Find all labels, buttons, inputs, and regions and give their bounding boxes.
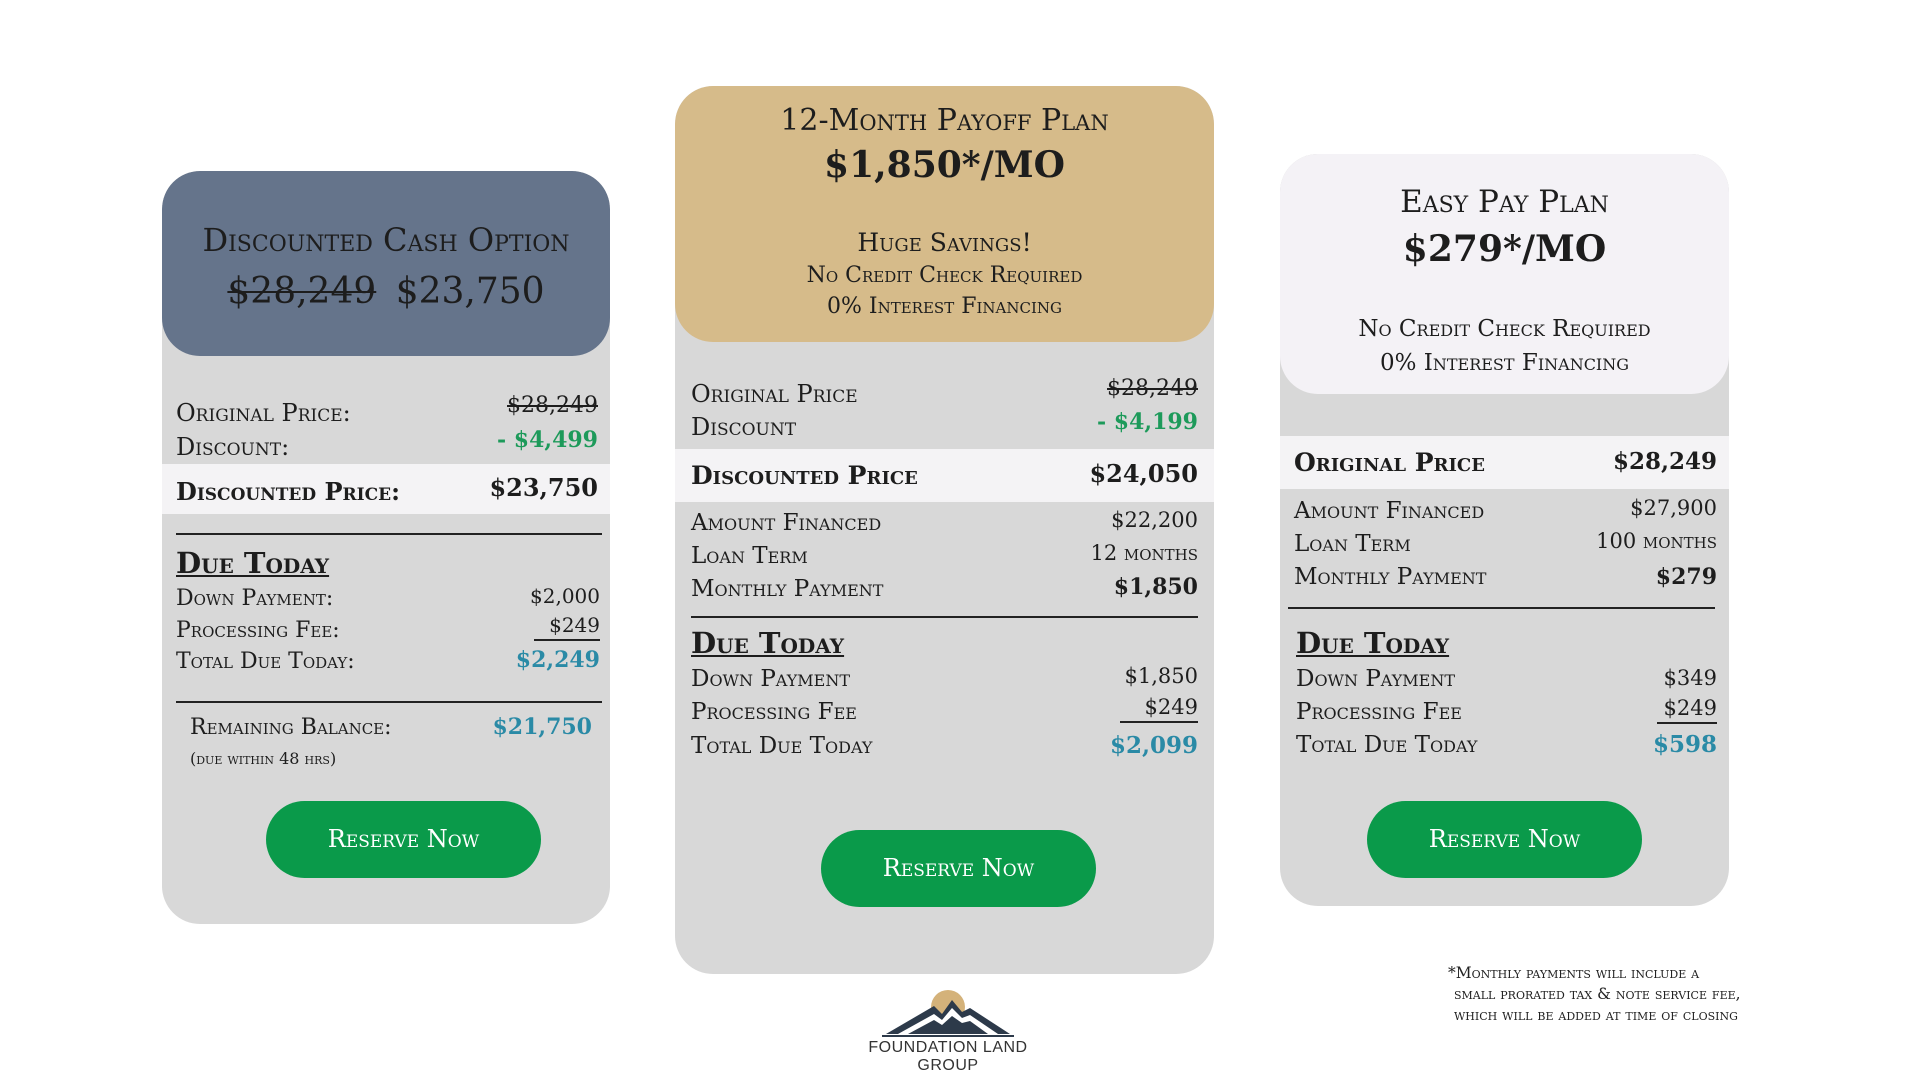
payoff-plan-card bbox=[675, 86, 1214, 974]
payoff-monthly-row bbox=[675, 572, 1214, 606]
footnote-line-1: *Monthly payments will include a bbox=[1448, 964, 1700, 982]
footnote-line-2: small prorated tax & note service fee, bbox=[1454, 985, 1741, 1003]
easy-financed-row bbox=[1280, 494, 1729, 528]
payoff-plan-header bbox=[675, 86, 1214, 342]
easy-financed-label: Amount Financed bbox=[1294, 498, 1485, 524]
payoff-fee-label: Processing Fee bbox=[691, 699, 857, 725]
payoff-monthly-label: Monthly Payment bbox=[691, 576, 884, 602]
cash-total-label: Total Due Today: bbox=[176, 649, 355, 674]
easy-due-today-title: Due Today bbox=[1296, 626, 1450, 660]
cash-remaining-value: $21,750 bbox=[492, 714, 592, 740]
payoff-reserve-now-button[interactable]: Reserve Now bbox=[821, 830, 1096, 907]
cash-fee-value: $249 bbox=[534, 613, 600, 641]
cash-fee-label: Processing Fee: bbox=[176, 618, 340, 643]
payoff-down-value: $1,850 bbox=[1124, 664, 1198, 688]
cash-discounted-row bbox=[162, 473, 610, 507]
cash-original-value: $28,249 bbox=[507, 393, 598, 418]
cash-remaining-sub: (due within 48 hrs) bbox=[190, 749, 337, 768]
payoff-total-value: $2,099 bbox=[1109, 732, 1198, 759]
payoff-discounted-label: Discounted Price bbox=[691, 461, 918, 490]
cash-total-row bbox=[162, 648, 610, 682]
payoff-discounted-value: $24,050 bbox=[1089, 459, 1198, 488]
easy-original-value: $28,249 bbox=[1612, 448, 1717, 475]
footnote-line-3: which will be added at time of closing bbox=[1454, 1006, 1738, 1024]
easy-pay-price: $279*/MO bbox=[1402, 228, 1607, 270]
payoff-divider bbox=[691, 616, 1198, 618]
easy-original-label: Original Price bbox=[1294, 448, 1485, 477]
payoff-term-value: 12 months bbox=[1090, 541, 1198, 565]
payoff-fee-row bbox=[675, 697, 1214, 731]
cash-reserve-now-button[interactable]: Reserve Now bbox=[266, 801, 541, 878]
payoff-total-row bbox=[675, 731, 1214, 765]
payoff-original-label: Original Price bbox=[691, 380, 858, 408]
logo-text: FOUNDATION LAND GROUP bbox=[868, 1039, 1028, 1074]
mountain-sun-icon bbox=[838, 990, 1058, 1038]
cash-original-label: Original Price: bbox=[176, 399, 351, 427]
payoff-fee-value: $249 bbox=[1120, 695, 1198, 723]
payoff-plan-savings: Huge Savings! bbox=[857, 228, 1032, 257]
cash-down-value: $2,000 bbox=[530, 584, 600, 608]
easy-term-value: 100 months bbox=[1596, 529, 1717, 553]
easy-down-row bbox=[1280, 664, 1729, 698]
easy-pay-card bbox=[1280, 154, 1729, 906]
payoff-plan-title: 12-Month Payoff Plan bbox=[780, 103, 1109, 138]
payoff-plan-no-credit: No Credit Check Required bbox=[806, 263, 1083, 288]
payoff-financed-label: Amount Financed bbox=[691, 510, 882, 536]
cash-down-label: Down Payment: bbox=[176, 586, 334, 611]
payoff-term-label: Loan Term bbox=[691, 543, 808, 569]
easy-fee-row bbox=[1280, 697, 1729, 731]
easy-down-value: $349 bbox=[1663, 666, 1717, 690]
cash-fee-row bbox=[162, 613, 610, 650]
payoff-monthly-value: $1,850 bbox=[1113, 574, 1198, 600]
payoff-total-label: Total Due Today bbox=[691, 733, 873, 759]
easy-term-label: Loan Term bbox=[1294, 531, 1411, 557]
payoff-original-row bbox=[675, 376, 1214, 410]
cash-due-today-title: Due Today bbox=[176, 546, 330, 580]
easy-fee-label: Processing Fee bbox=[1296, 699, 1462, 725]
cash-discount-value: - $4,499 bbox=[497, 427, 598, 453]
payoff-discount-row bbox=[675, 409, 1214, 443]
easy-pay-no-credit: No Credit Check Required bbox=[1358, 316, 1651, 342]
cash-total-value: $2,249 bbox=[515, 647, 600, 673]
payoff-original-value: $28,249 bbox=[1107, 376, 1198, 401]
cash-option-prices bbox=[162, 271, 610, 312]
easy-fee-value: $249 bbox=[1657, 696, 1717, 724]
cash-old-price: $28,249 bbox=[227, 271, 377, 312]
easy-original-row bbox=[1280, 445, 1729, 479]
cash-discount-row bbox=[162, 426, 610, 460]
cash-new-price: $23,750 bbox=[395, 271, 545, 312]
cash-discounted-label: Discounted Price: bbox=[176, 477, 400, 506]
easy-down-label: Down Payment bbox=[1296, 666, 1455, 692]
cash-option-title: Discounted Cash Option bbox=[202, 221, 570, 259]
easy-total-value: $598 bbox=[1652, 731, 1717, 758]
easy-reserve-now-button[interactable]: Reserve Now bbox=[1367, 801, 1642, 878]
cash-discount-label: Discount: bbox=[176, 433, 290, 461]
easy-pay-interest: 0% Interest Financing bbox=[1379, 350, 1630, 376]
payoff-financed-row bbox=[675, 506, 1214, 540]
payoff-down-row bbox=[675, 664, 1214, 698]
easy-total-label: Total Due Today bbox=[1296, 732, 1478, 758]
cash-option-header bbox=[162, 171, 610, 356]
payoff-financed-value: $22,200 bbox=[1111, 508, 1198, 532]
easy-term-row bbox=[1280, 527, 1729, 561]
cash-remaining-label: Remaining Balance: bbox=[190, 715, 392, 740]
cash-discounted-value: $23,750 bbox=[489, 473, 598, 502]
payoff-discount-value: - $4,199 bbox=[1097, 409, 1198, 435]
payoff-due-today-title: Due Today bbox=[691, 626, 845, 660]
payoff-term-row bbox=[675, 539, 1214, 573]
easy-divider bbox=[1288, 607, 1715, 609]
payoff-plan-price: $1,850*/MO bbox=[824, 144, 1065, 186]
easy-financed-value: $27,900 bbox=[1630, 496, 1717, 520]
cash-option-card bbox=[162, 171, 610, 924]
cash-divider-2 bbox=[176, 701, 602, 703]
cash-remaining-row bbox=[162, 711, 610, 771]
foundation-land-group-logo bbox=[838, 990, 1058, 1074]
easy-monthly-label: Monthly Payment bbox=[1294, 564, 1487, 590]
payoff-discount-label: Discount bbox=[691, 413, 797, 441]
easy-pay-header bbox=[1280, 154, 1729, 394]
payoff-discounted-row bbox=[675, 458, 1214, 492]
cash-original-row bbox=[162, 393, 610, 427]
payoff-down-label: Down Payment bbox=[691, 666, 850, 692]
payoff-plan-interest: 0% Interest Financing bbox=[827, 294, 1062, 319]
easy-pay-title: Easy Pay Plan bbox=[1400, 184, 1609, 220]
cash-divider-1 bbox=[176, 533, 602, 535]
monthly-payment-footnote bbox=[1448, 963, 1888, 1026]
easy-monthly-row bbox=[1280, 560, 1729, 594]
easy-monthly-value: $279 bbox=[1655, 564, 1717, 590]
easy-total-row bbox=[1280, 730, 1729, 764]
